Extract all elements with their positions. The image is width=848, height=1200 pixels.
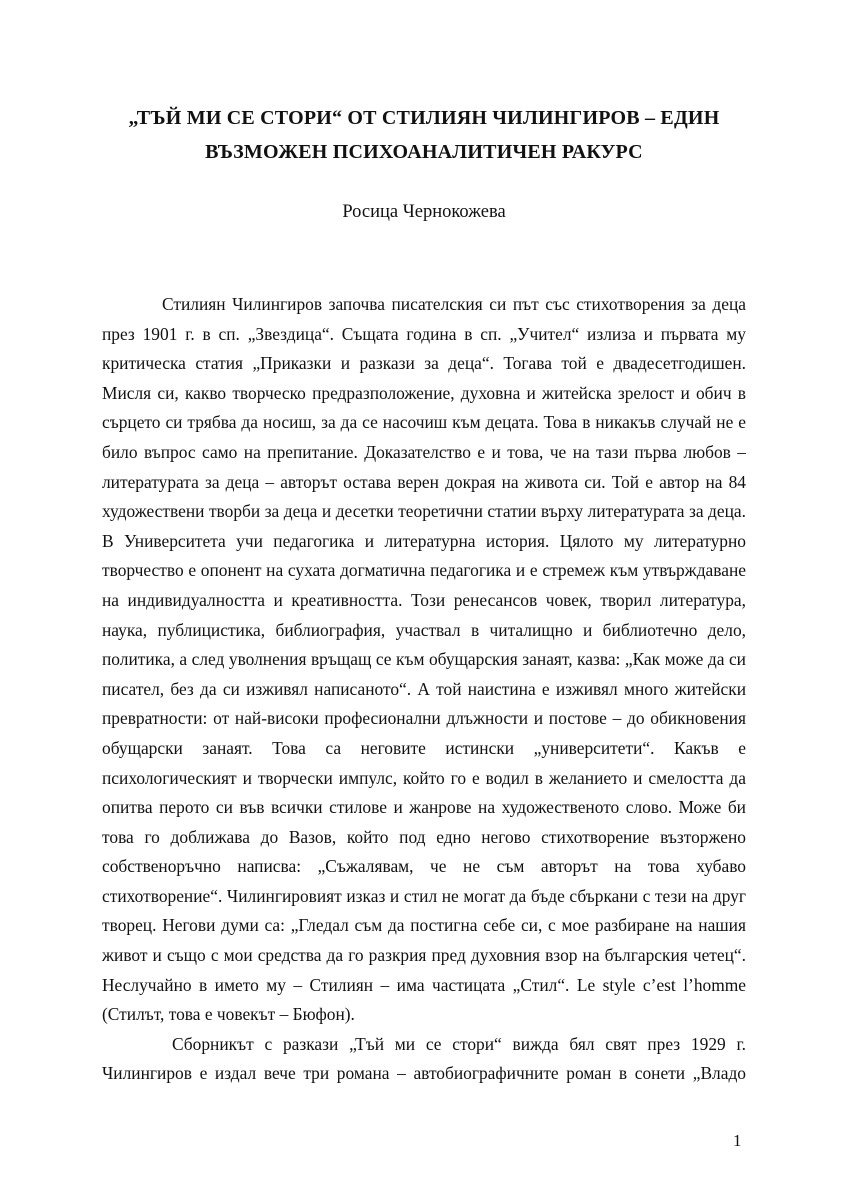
text-line: (Стилът, това е човекът – Бюфон).	[102, 1004, 355, 1025]
paragraph-2	[102, 1030, 746, 1089]
text-line: било въпрос само на препитание. Доказателство е и това, че на тази първа любов –	[102, 441, 746, 462]
text-line: собственоръчно написва: „Съжалявам, че не съм авторът на това хубаво	[102, 856, 746, 877]
text-line: критическа статия „Приказки и разкази за деца“. Тогава той е двадесетгодишен.	[102, 353, 746, 374]
text-line: В Университета учи педагогика и литературна история. Цялото му литературно	[102, 530, 746, 551]
text-line: писател, без да си изживял написаното“. А той наистина е изживял много житейски	[102, 678, 746, 699]
author-name: Росица Чернокожева	[342, 202, 506, 222]
text-line: стихотворение“. Чилингировият изказ и стил не могат да бъде сбъркани с тези на друг	[102, 885, 746, 906]
text-line: литературата за деца – авторът остава верен докрая на живота си. Той е автор на 84	[102, 471, 746, 492]
document-title	[90, 101, 758, 169]
text-line: през 1901 г. в сп. „Звездица“. Същата година в сп. „Учител“ излиза и първата му	[102, 323, 746, 344]
text-line: Мисля си, какво творческо предразположение, духовна и житейска зрелост и обич в	[102, 382, 746, 403]
text-line: творчество е опонент на сухата догматична педагогика и е стремеж към утвърждаване	[102, 560, 746, 581]
paragraph-1	[102, 290, 746, 1030]
page-number: 1	[733, 1131, 742, 1150]
text-line: опитва перото си във всички стилове и жанрове на художественото слово. Може би	[102, 797, 746, 818]
text-line: Чилингиров е издал вече три романа – автобиографичните роман в сонети „Владо	[102, 1063, 746, 1084]
title-line: „ТЪЙ МИ СЕ СТОРИ“ ОТ СТИЛИЯН ЧИЛИНГИРОВ – ЕДИН	[128, 107, 720, 129]
text-line: художествени творби за деца и десетки теоретични статии върху литературата за деца.	[102, 501, 746, 522]
body-text	[102, 290, 746, 1089]
text-line: превратности: от най-високи професионални длъжности и постове – до обикновения	[102, 708, 746, 729]
text-line: Сборникът с разкази „Тъй ми се стори“ вижда бял свят през 1929 г.	[172, 1033, 746, 1054]
title-line: ВЪЗМОЖЕН ПСИХОАНАЛИТИЧЕН РАКУРС	[205, 141, 643, 163]
text-line: политика, а след уволнения връщащ се към обущарския занаят, казва: „Как може да си	[102, 649, 746, 670]
text-line: Неслучайно в името му – Стилиян – има частицата „Стил“. Le style c’est l’homme	[102, 974, 746, 995]
text-line: живот и също с мои средства да го разкрия пред духовния взор на българския четец“.	[102, 945, 746, 966]
text-line: наука, публицистика, библиография, участвал в читалищно и библиотечно дело,	[102, 619, 746, 640]
text-line: обущарски занаят. Това са неговите истински „университети“. Какъв е	[102, 737, 746, 758]
text-line: сърцето си трябва да носиш, за да се насочиш към децата. Това в никакъв случай не е	[102, 412, 746, 433]
text-line: психологическият и творчески импулс, който го е водил в желанието и смелостта да	[102, 767, 746, 788]
text-line: това го доближава до Вазов, който под едно негово стихотворение възторжено	[102, 826, 746, 847]
text-line: Стилиян Чилингиров започва писателския си път със стихотворения за деца	[162, 294, 746, 314]
text-line: на индивидуалността и креативността. Този ренесансов човек, творил литература,	[102, 589, 746, 610]
text-line: творец. Негови думи са: „Гледал съм да постигна себе си, с мое разбиране на нашия	[102, 915, 746, 936]
